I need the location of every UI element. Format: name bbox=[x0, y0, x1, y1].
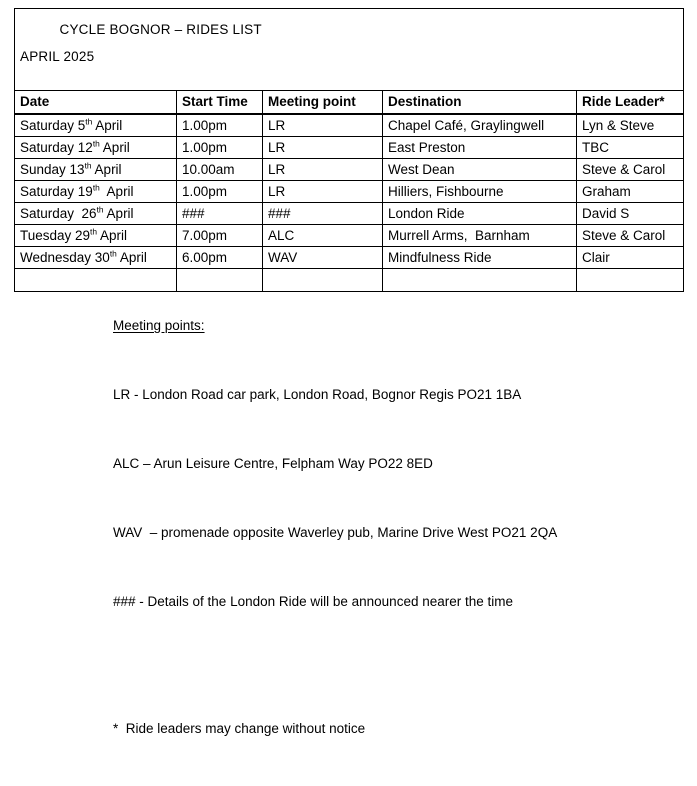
cell-destination: Chapel Café, Graylingwell bbox=[383, 114, 577, 137]
date-month: April bbox=[91, 161, 122, 177]
cell-meeting-point: LR bbox=[263, 181, 383, 203]
rides-table bbox=[14, 8, 684, 292]
cell-start-time: 1.00pm bbox=[177, 137, 263, 159]
table-title-row bbox=[15, 9, 684, 91]
legend-line-lr: LR - London Road car park, London Road, Bognor Regis PO21 1BA bbox=[113, 387, 522, 402]
legend-footnote: * Ride leaders may change without notice bbox=[113, 721, 366, 736]
column-header-meeting: Meeting point bbox=[263, 91, 383, 115]
table-row bbox=[15, 247, 684, 269]
cell-start-time: 1.00pm bbox=[177, 181, 263, 203]
date-month: April bbox=[92, 117, 123, 133]
column-header-time: Start Time bbox=[177, 91, 263, 115]
date-ordinal: th bbox=[84, 160, 92, 171]
cell-start-time: ### bbox=[177, 203, 263, 225]
date-ordinal: th bbox=[90, 226, 98, 237]
date-text: Tuesday 29 bbox=[20, 227, 91, 243]
title-line-2: APRIL 2025 bbox=[20, 48, 95, 64]
date-text: Saturday 19 bbox=[20, 183, 93, 199]
table-row bbox=[15, 181, 684, 203]
cell-meeting-point: ### bbox=[263, 203, 383, 225]
cell-ride-leader: Steve & Carol bbox=[577, 159, 684, 181]
cell-meeting-point: ALC bbox=[263, 225, 383, 247]
cell-date bbox=[15, 203, 177, 225]
cell-destination: West Dean bbox=[383, 159, 577, 181]
cell-destination: Murrell Arms, Barnham bbox=[383, 225, 577, 247]
title-line-1: CYCLE BOGNOR – RIDES LIST bbox=[59, 21, 262, 37]
date-text: Sunday 13 bbox=[20, 161, 85, 177]
cell-meeting-point: LR bbox=[263, 137, 383, 159]
cell-ride-leader: TBC bbox=[577, 137, 684, 159]
cell-destination: London Ride bbox=[383, 203, 577, 225]
legend-spacer bbox=[113, 659, 557, 671]
date-month: April bbox=[99, 139, 130, 155]
table-row bbox=[15, 114, 684, 137]
legend-line-hash: ### - Details of the London Ride will be announced nearer the time bbox=[113, 594, 514, 609]
legend-line-alc: ALC – Arun Leisure Centre, Felpham Way PO22 8ED bbox=[113, 456, 433, 471]
date-text: Saturday 12 bbox=[20, 139, 93, 155]
cell-start-time: 7.00pm bbox=[177, 225, 263, 247]
cell-date bbox=[15, 137, 177, 159]
cell-destination: East Preston bbox=[383, 137, 577, 159]
cell-ride-leader: Steve & Carol bbox=[577, 225, 684, 247]
table-row bbox=[15, 137, 684, 159]
column-header-dest: Destination bbox=[383, 91, 577, 115]
date-ordinal: th bbox=[92, 138, 100, 149]
cell-start-time: 10.00am bbox=[177, 159, 263, 181]
table-row bbox=[15, 203, 684, 225]
cell-destination: Mindfulness Ride bbox=[383, 247, 577, 269]
document-title bbox=[15, 9, 684, 91]
cell-ride-leader: David S bbox=[577, 203, 684, 225]
cell-date bbox=[15, 225, 177, 247]
table-header-row bbox=[15, 91, 684, 115]
cell-start-time: 6.00pm bbox=[177, 247, 263, 269]
meeting-points-legend bbox=[113, 268, 557, 786]
date-month: April bbox=[116, 249, 147, 265]
cell-ride-leader: Graham bbox=[577, 181, 684, 203]
cell-ride-leader: Clair bbox=[577, 247, 684, 269]
table-row bbox=[15, 225, 684, 247]
date-month: April bbox=[103, 205, 134, 221]
column-header-leader: Ride Leader* bbox=[577, 91, 684, 115]
cell-meeting-point: LR bbox=[263, 114, 383, 137]
cell-date bbox=[15, 159, 177, 181]
cell-start-time: 1.00pm bbox=[177, 114, 263, 137]
date-text: Wednesday 30 bbox=[20, 249, 110, 265]
legend-heading: Meeting points: bbox=[113, 318, 205, 333]
legend-line-wav: WAV – promenade opposite Waverley pub, Marine Drive West PO21 2QA bbox=[113, 525, 558, 540]
cell-destination: Hilliers, Fishbourne bbox=[383, 181, 577, 203]
cell-date bbox=[15, 114, 177, 137]
date-text: Saturday 26 bbox=[20, 205, 97, 221]
cell-meeting-point: WAV bbox=[263, 247, 383, 269]
table-row bbox=[15, 159, 684, 181]
date-ordinal: th bbox=[92, 182, 100, 193]
column-header-date: Date bbox=[15, 91, 177, 115]
date-text: Saturday 5 bbox=[20, 117, 86, 133]
cell-date bbox=[15, 181, 177, 203]
date-month: April bbox=[99, 183, 134, 199]
date-ordinal: th bbox=[109, 248, 117, 259]
date-ordinal: th bbox=[96, 204, 104, 215]
date-month: April bbox=[97, 227, 128, 243]
cell-ride-leader-empty bbox=[577, 269, 684, 292]
cell-date bbox=[15, 247, 177, 269]
date-ordinal: th bbox=[85, 116, 93, 127]
cell-ride-leader: Lyn & Steve bbox=[577, 114, 684, 137]
cell-meeting-point: LR bbox=[263, 159, 383, 181]
